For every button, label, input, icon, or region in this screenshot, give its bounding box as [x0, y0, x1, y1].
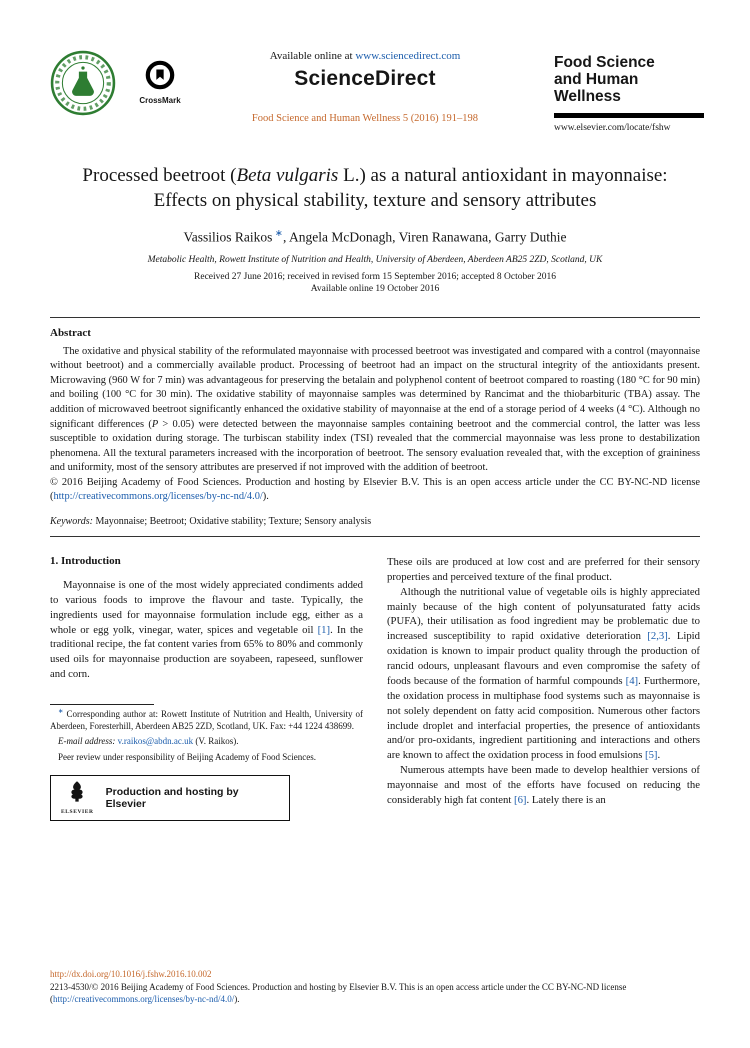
corresponding-author-marker[interactable]: ∗: [272, 228, 283, 240]
citation-6[interactable]: [6]: [514, 793, 527, 806]
text-run: (V. Raikos).: [193, 736, 239, 747]
author-list: [0, 228, 750, 246]
journal-citation-link[interactable]: Food Science and Human Wellness 5 (2016) 191–198: [251, 113, 479, 124]
cc-license-link-footer[interactable]: http://creativecommons.org/licenses/by-nc-nd/4.0/: [53, 994, 235, 1005]
doi-link[interactable]: http://dx.doi.org/10.1016/j.fshw.2016.10.002: [50, 969, 212, 979]
footnote-email: [50, 735, 363, 747]
text-run: © 2016 Beijing Academy of Food Sciences. Production and hosting by Elsevier B.V. This is an open access article under the CC BY-NC-ND license (: [50, 476, 700, 503]
received-dates: Received 27 June 2016; received in revised form 15 September 2016; accepted 8 October 2016: [194, 271, 556, 282]
abstract-text: [50, 345, 700, 476]
elsevier-wordmark: ELSEVIER: [61, 808, 94, 815]
text-run: L.) as a natural antioxidant in mayonnaise: Effects on physical stability, texture and sensory attributes: [153, 165, 668, 212]
page-footer: [50, 968, 700, 1006]
available-online-line: [184, 50, 546, 62]
text-run: Mayonnaise is one of the most widely appreciated condiments added to various foods to improve the flavour and taste. Typically, the ingredients used for mayonnaise formulation include egg, either as a whole or egg yolk, vinegar, water, spices and vegetable oil: [50, 578, 363, 636]
elsevier-tree-icon: [67, 780, 87, 805]
text-run: . Lipid oxidation is known to impair product quality through the production of rancid odours, unpleasant flavours and even compromise the safety of foods because of the formation of harmful compounds: [387, 630, 700, 687]
intro-paragraph-2: These oils are produced at low cost and are preferred for their sensory properties and perceived texture of the final product.: [387, 555, 700, 583]
text-run: (: [50, 994, 53, 1005]
section-heading-introduction: 1. Introduction: [50, 554, 121, 567]
journal-name: [554, 54, 704, 105]
right-column: [387, 555, 700, 821]
intro-paragraph-1: [50, 578, 363, 682]
journal-name-line2: and Human Wellness: [554, 71, 639, 106]
text-run: . Lately there is an: [526, 793, 606, 806]
abstract-heading: Abstract: [50, 326, 91, 339]
production-hosting-label: Production and hosting by Elsevier: [105, 785, 239, 810]
crossmark-label: CrossMark: [139, 96, 181, 105]
footer-license-line: [50, 993, 700, 1006]
footnote-corresponding-author: [50, 708, 363, 732]
text-run: , Angela McDonagh, Viren Ranawana, Garry Duthie: [282, 229, 567, 245]
journal-homepage-link[interactable]: www.elsevier.com/locate/fshw: [554, 123, 671, 134]
text-run: E-mail address:: [58, 736, 118, 747]
intro-paragraph-3: [387, 585, 700, 764]
text-run: P: [151, 418, 159, 430]
header-center: [184, 48, 546, 124]
academy-seal-icon: [50, 50, 116, 116]
crossmark-icon: [145, 60, 175, 90]
text-run: Vassilios Raikos: [183, 229, 273, 245]
text-run: Corresponding author at: Rowett Institute of Nutrition and Health, University of Aberdeen, Foresterhill, Aberdeen AB25 2ZD, Scotland, UK. Fax: +44 1224 438699.: [50, 709, 363, 732]
masthead-bar: [554, 113, 704, 118]
text-run: . Furthermore, the oxidation process in multiphase food systems such as mayonnaise is not solely dependent on fatty acid composition. Numerous other factors include droplet and interfacial properties, the presence of antioxidants and/or pro-oxidants, ingredient partitioning and interactions and others are known to affect the oxidation process in food emulsions: [387, 674, 701, 762]
two-column-body: [50, 555, 700, 821]
footer-copyright-line: 2213-4530/© 2016 Beijing Academy of Food Sciences. Production and hosting by Elsevier B.V. This is an open access article under the CC BY-NC-ND license: [50, 981, 627, 992]
footnote-asterisk[interactable]: ∗: [58, 708, 64, 716]
text-run: Although the nutritional value of vegetable oils is highly appreciated mainly because of the high content of polyunsaturated fatty acids (PUFA), their utilisation as food ingredient may be problematic due to increased susceptibility to rapid oxidative deterioration: [387, 585, 700, 643]
page-body: [50, 317, 700, 821]
elsevier-hosting-box: [50, 775, 290, 821]
text-run: Mayonnaise; Beetroot; Oxidative stability; Texture; Sensory analysis: [92, 515, 372, 527]
keywords-line: [50, 516, 700, 527]
cc-license-link[interactable]: http://creativecommons.org/licenses/by-nc-nd/4.0/: [53, 491, 263, 503]
intro-paragraph-4: [387, 763, 700, 808]
affiliation: Metabolic Health, Rowett Institute of Nutrition and Health, University of Aberdeen, Aberdeen AB25 2ZD, Scotland, UK: [147, 254, 603, 265]
journal-name-line1: Food Science: [554, 54, 655, 71]
left-column: [50, 555, 363, 821]
email-link[interactable]: v.raikos@abdn.ac.uk: [117, 736, 194, 747]
abstract-top-rule: [50, 317, 700, 318]
academy-seal-logo: [50, 50, 116, 121]
footnote-peer-review: Peer review under responsibility of Beijing Academy of Food Sciences.: [58, 751, 316, 762]
citation-2-3[interactable]: [2,3]: [647, 630, 668, 643]
text-run: Numerous attempts have been made to develop healthier versions of mayonnaise and most of the efforts have focused on reducing the considerably high fat content: [387, 764, 700, 806]
text-run: Keywords:: [50, 515, 93, 527]
abstract-copyright: [50, 476, 700, 505]
article-title: [54, 163, 696, 213]
text-run: .: [657, 749, 661, 762]
text-run: Available online at: [269, 50, 356, 62]
elsevier-logo: [61, 780, 94, 816]
sciencedirect-url-link[interactable]: www.sciencedirect.com: [355, 50, 461, 62]
text-run: Processed beetroot (: [82, 165, 237, 187]
crossmark-badge[interactable]: [136, 60, 184, 105]
text-run: The oxidative and physical stability of the reformulated mayonnaise with processed beetroot was investigated and compared with a control (mayonnaise without beetroot) and a commercially available product. Processing of beetroot had an impact on the structural integrity of the antioxidants present. Microwaving (960 W for 7 min) was advantageous for preserving the betalain and polyphenol content of beetroot compared to roasting (180 °C for 90 min) and boiling (100 °C for 30 min). The oxidative stability of mayonnaise samples was determined by Rancimat and the thiobarbituric (TBA) assay. The addition of microwaved beetroot significantly enhanced the oxidative stability of mayonnaise at the end of a storage period of 4 weeks (4 °C). Although no significant differences (: [50, 345, 700, 430]
abstract-bottom-rule: [50, 536, 700, 537]
text-run: Beta vulgaris: [236, 165, 339, 187]
citation-4[interactable]: [4]: [625, 674, 639, 687]
text-run: . In the traditional recipe, the fat content varies from 65% to 80% and commonly used oils for mayonnaise production are soyabeen, rapeseed, sunflower and corn.: [50, 623, 363, 681]
citation-1[interactable]: [1]: [317, 623, 331, 636]
journal-masthead: [554, 48, 704, 133]
text-run: ).: [234, 994, 240, 1005]
journal-header: [50, 48, 704, 133]
sciencedirect-logo[interactable]: ScienceDirect: [294, 67, 436, 90]
available-online-date: Available online 19 October 2016: [310, 283, 440, 294]
footnote-rule: [50, 704, 154, 705]
citation-5[interactable]: [5]: [645, 749, 658, 762]
text-run: ).: [262, 491, 269, 503]
text-run: > 0.05) were detected between the mayonnaise samples containing beetroot and the commercial control, the latter was less susceptible to oxidation during storage. The turbiscan stability index (TSI) revealed that the commercial mayonnaise was less prone to destabilization phenomena. All the textural parameters increased with the incorporation of beetroot. The sensory evaluation revealed that, with the exception of graininess and uniformity, most of the sensory attributes are preserved if not improved with the addition of beetroot.: [50, 418, 701, 474]
